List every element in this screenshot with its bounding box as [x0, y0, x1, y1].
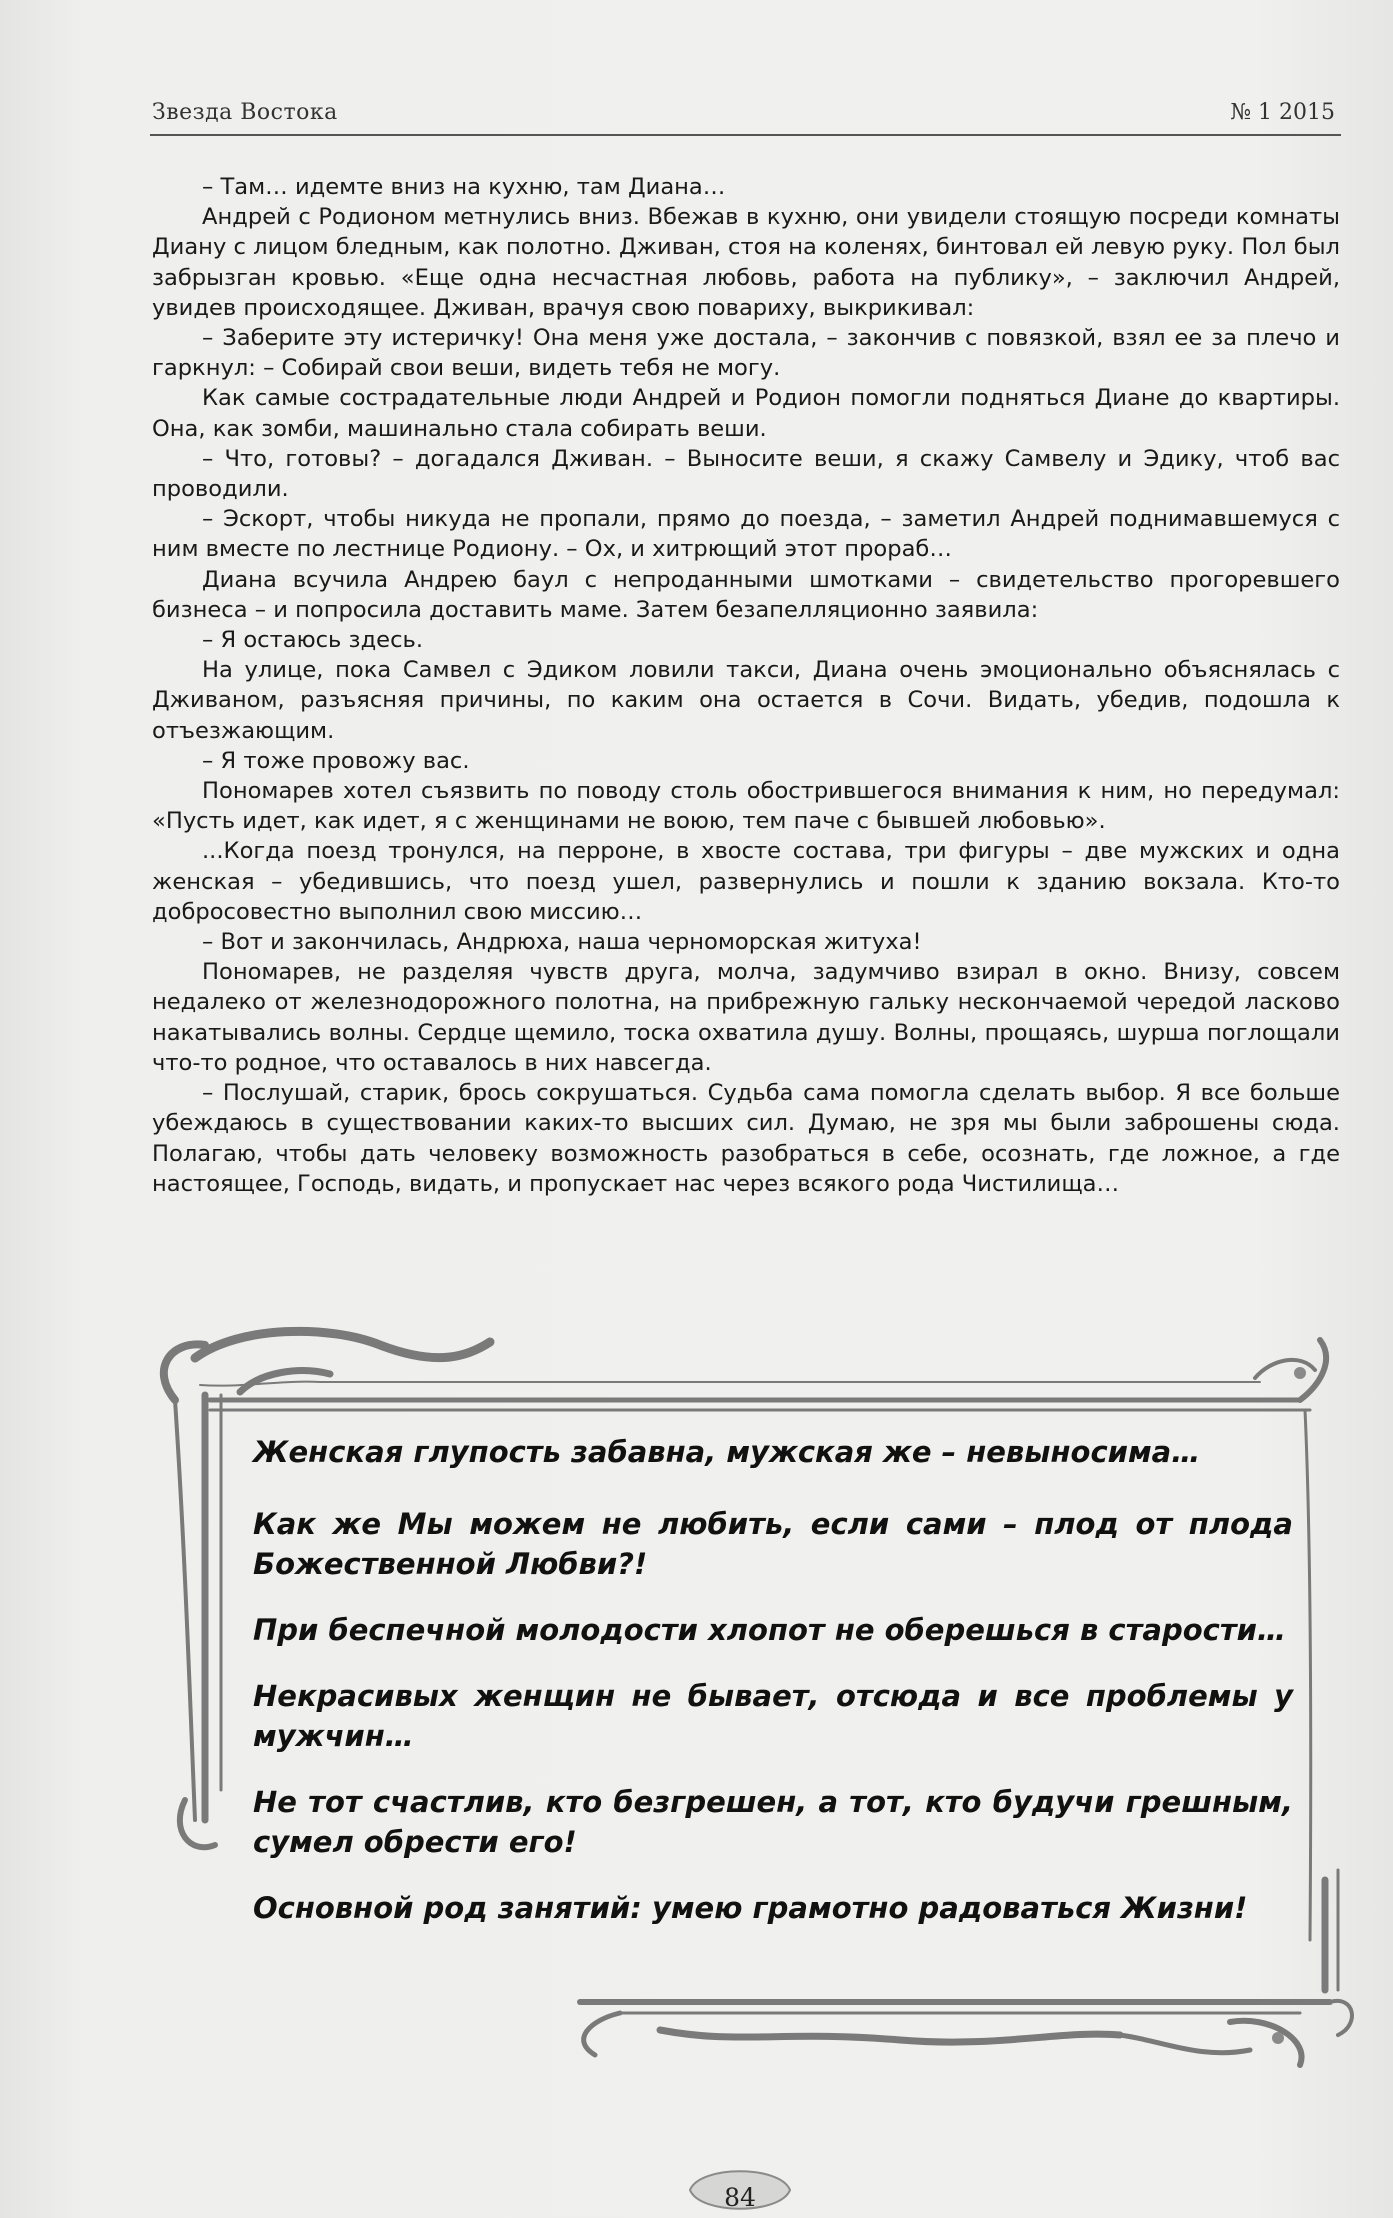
paragraph: Диана всучила Андрею баул с непроданными шмотками – свидетельство прогоревшего бизнеса – и попросила доставить маме. Затем безапелляционно заявила:	[152, 566, 1340, 623]
paragraph: Как самые сострадательные люди Андрей и Родион помогли подняться Диане до квартиры. Она, как зомби, машинально стала собирать веши.	[152, 385, 1340, 442]
quote: При беспечной молодости хлопот не оберешься в старости…	[253, 1613, 1286, 1647]
quote: Как же Мы можем не любить, если сами – плод от плода Божественной Любви?!	[253, 1507, 1293, 1581]
paragraph: Пономарев хотел съязвить по поводу столь обострившегося внимания к ним, но передумал: «Пусть идет, как идет, я с женщинами не воюю, тем паче с бывшей любовью».	[152, 778, 1340, 835]
paragraph: – Вот и закончилась, Андрюха, наша черноморская житуха!	[202, 929, 922, 956]
paragraph: – Я тоже провожу вас.	[202, 747, 470, 774]
paragraph: – Что, готовы? – догадался Дживан. – Выносите веши, я скажу Самвелу и Эдику, чтоб вас проводили.	[152, 445, 1340, 503]
page-number: 84	[724, 2183, 756, 2212]
quote: Не тот счастлив, кто безгрешен, а тот, кто будучи грешным, сумел обрести его!	[253, 1785, 1293, 1859]
journal-title: Звезда Востока	[152, 100, 338, 125]
paragraph: – Эскорт, чтобы никуда не пропали, прямо до поезда, – заметил Андрей поднимавшемуся с ним вместе по лестнице Родиону. – Ох, и хитрющий этот прораб…	[152, 506, 1340, 563]
paragraph: На улице, пока Самвел с Эдиком ловили такси, Диана очень эмоционально объяснялась с Дживаном, разъясняя причины, по каким она остается в Сочи. Видать, убедив, подошла к отъезжающим.	[152, 657, 1340, 744]
paragraph: Андрей с Родионом метнулись вниз. Вбежав в кухню, они увидели стоящую посреди комнаты Диану с лицом бледным, как полотно. Дживан, стоя на коленях, бинтовал ей левую руку. Пол был забрызган кровью. «Еще одна несчастная любовь, работа на публику», – заключил Андрей, увидев происходящее. Дживан, врачуя свою повариху, выкрикивал:	[152, 204, 1340, 321]
paragraph: Пономарев, не разделяя чувств друга, молча, задумчиво взирал в окно. Внизу, совсем недалеко от железнодорожного полотна, на прибрежную гальку нескончаемой чередой ласково накатывались волны. Сердце щемило, тоска охватила душу. Волны, прощаясь, шурша поглощали что-то родное, что оставалось в них навсегда.	[152, 959, 1340, 1076]
paragraph: – Там… идемте вниз на кухню, там Диана…	[202, 174, 726, 200]
quote: Женская глупость забавна, мужская же – невыносима…	[253, 1435, 1201, 1469]
paragraph: – Я остаюсь здесь.	[202, 627, 424, 654]
paragraph: ...Когда поезд тронулся, на перроне, в хвосте состава, три фигуры – две мужских и одна женская – убедившись, что поезд ушел, развернулись и пошли к зданию вокзала. Кто-то добросовестно выполнил свою миссию…	[152, 838, 1340, 925]
quote: Основной род занятий: умею грамотно радоваться Жизни!	[253, 1891, 1248, 1925]
quote: Некрасивых женщин не бывает, отсюда и все проблемы у мужчин…	[253, 1679, 1293, 1753]
paragraph: – Заберите эту истеричку! Она меня уже достала, – закончив с повязкой, взял ее за плечо и гаркнул: – Собирай свои веши, видеть тебя не могу.	[152, 325, 1340, 382]
paragraph: – Послушай, старик, брось сокрушаться. Судьба сама помогла сделать выбор. Я все больше убеждаюсь в существовании каких-то высших сил. Думаю, не зря мы были заброшены сюда. Полагаю, чтобы дать человеку возможность разобраться в себе, осознать, где ложное, а где настоящее, Господь, видать, и пропускает нас через всякого рода Чистилища…	[152, 1080, 1340, 1197]
issue-number: № 1 2015	[1230, 100, 1335, 125]
